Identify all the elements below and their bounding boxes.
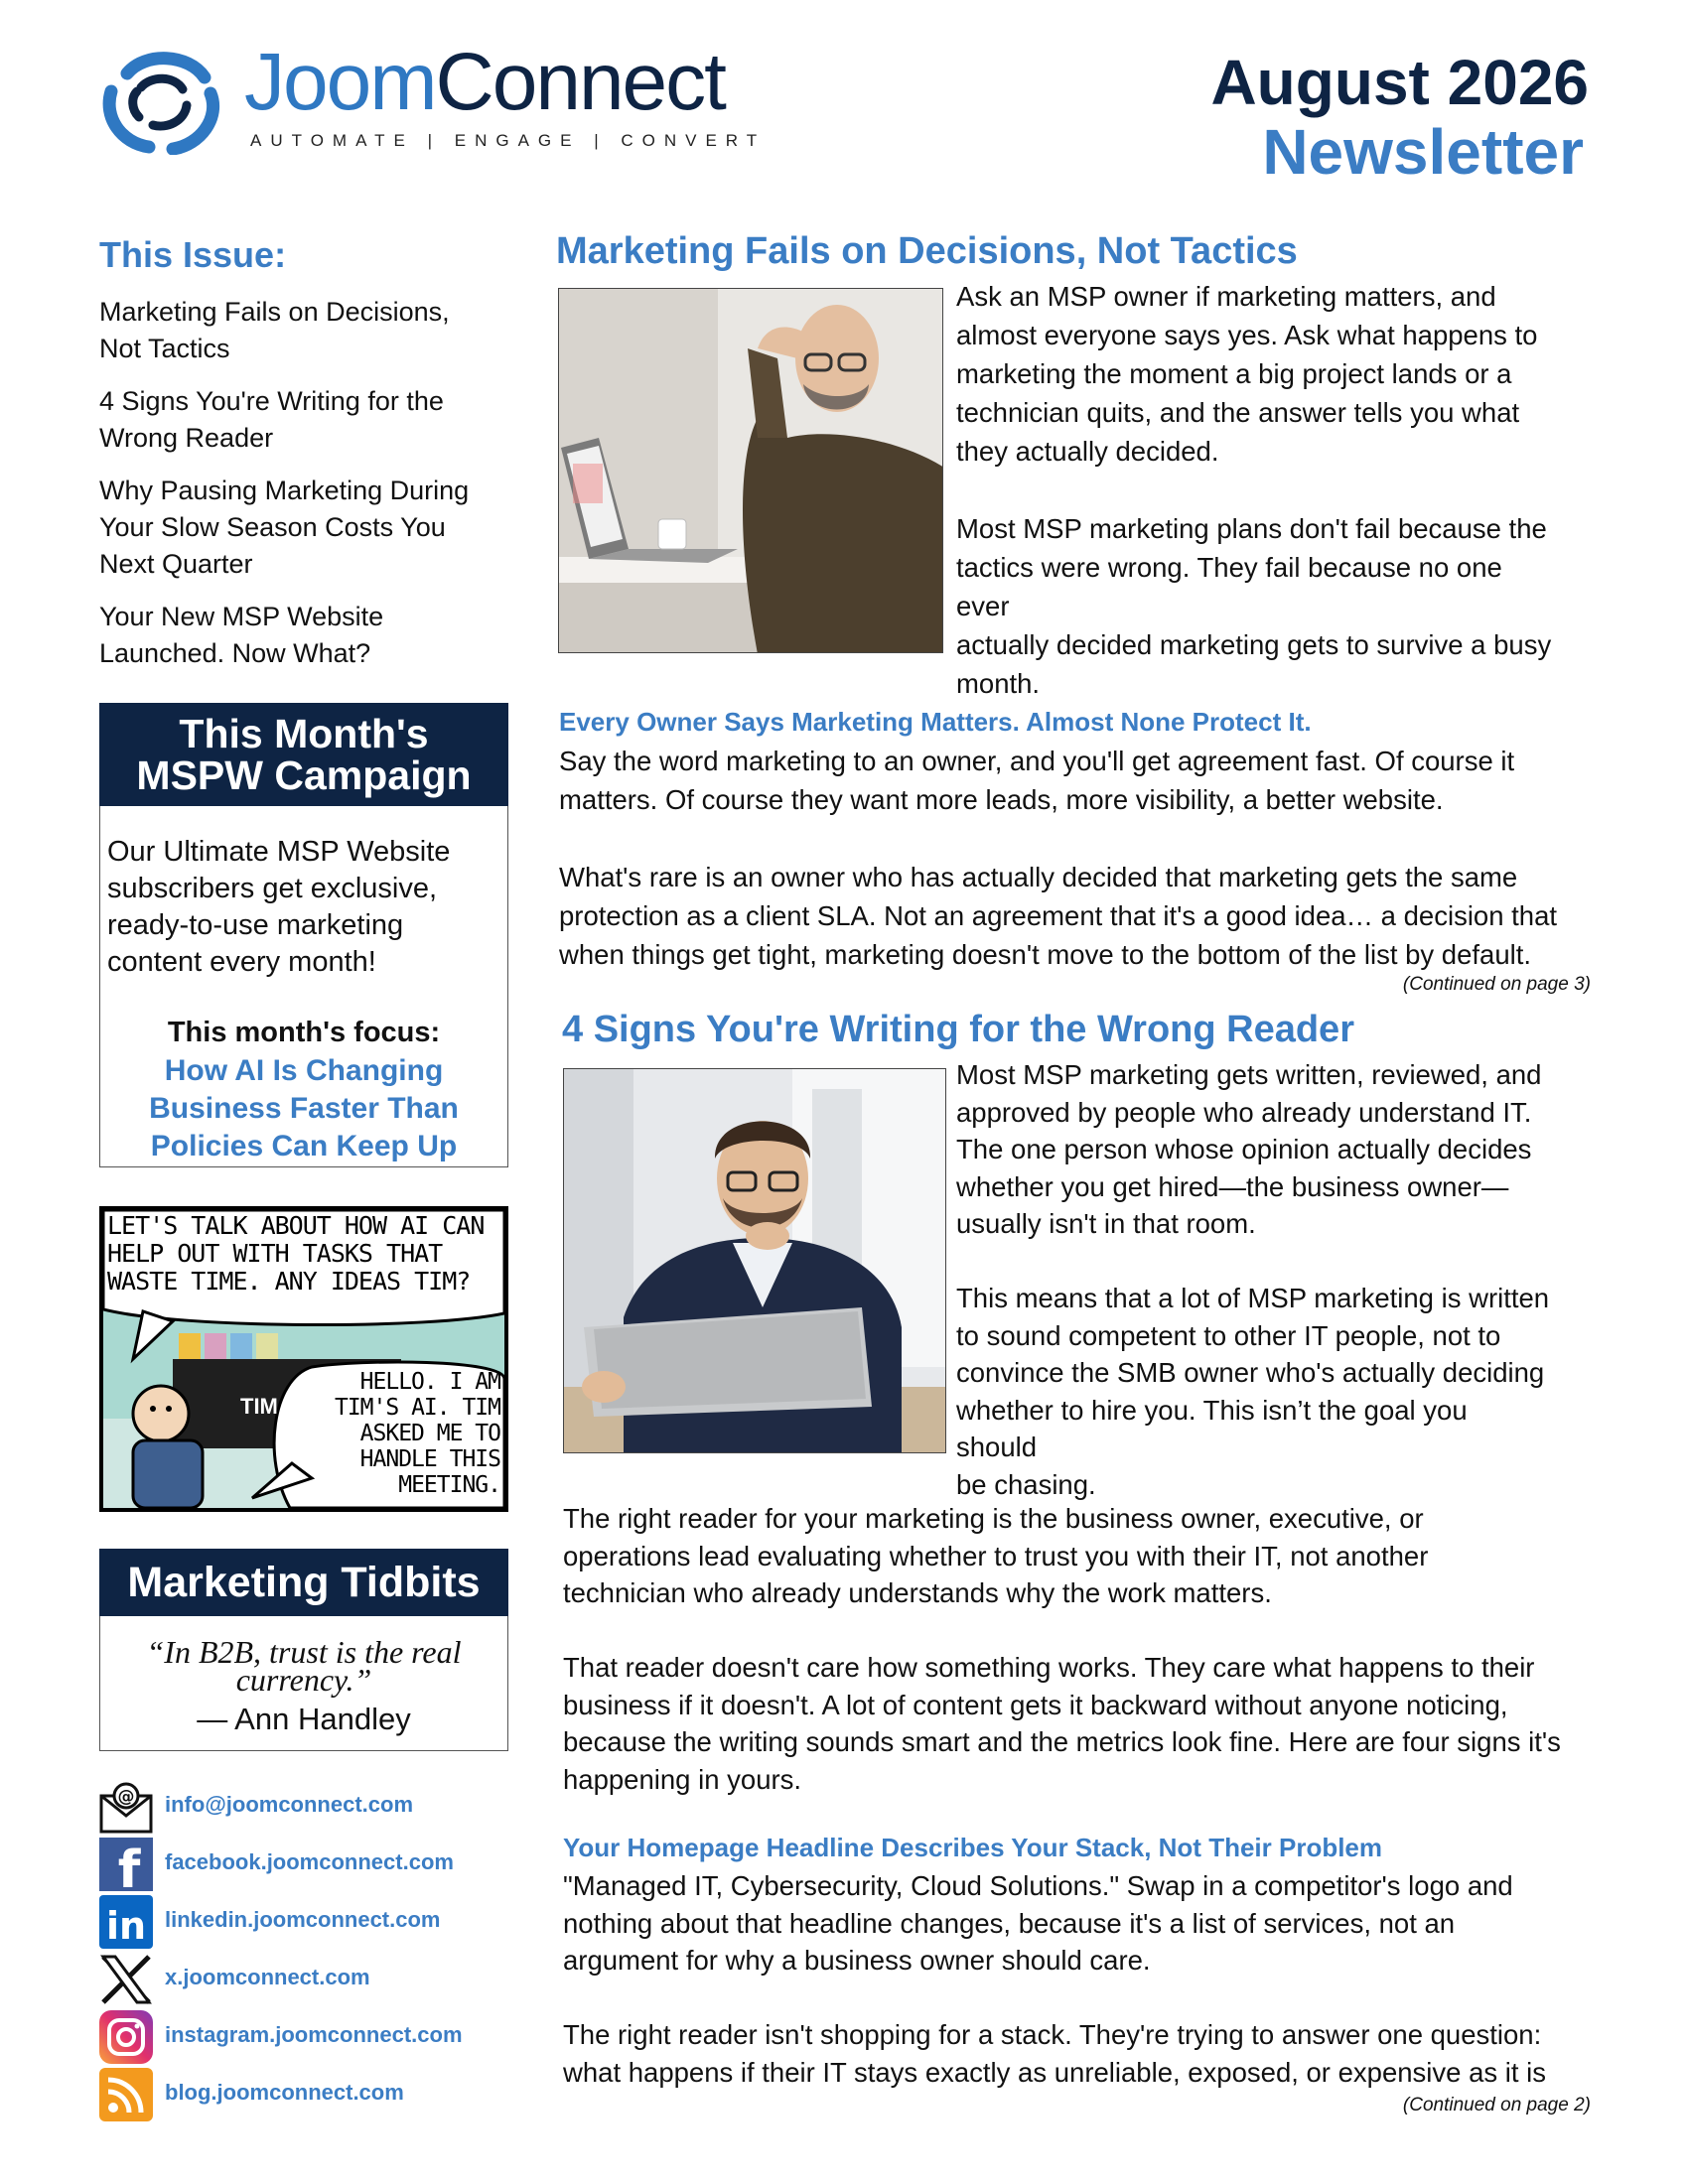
comic-screen-label: TIM (240, 1394, 278, 1419)
brand-name: JoomConnect (244, 37, 725, 127)
text-line: actually decided marketing gets to survive a busy (956, 629, 1552, 660)
contact-x-label[interactable]: x.joomconnect.com (165, 1965, 370, 1989)
x-icon (99, 1953, 153, 2006)
brand-logo-mark (97, 48, 224, 155)
campaign-heading-line1: This Month's (179, 711, 429, 756)
text-line: "Managed IT, Cybersecurity, Cloud Solutions." Swap in a competitor's logo and (563, 1870, 1513, 1901)
brand-tagline: AUTOMATE | ENGAGE | CONVERT (250, 131, 767, 150)
text-line: Ask an MSP owner if marketing matters, and (956, 281, 1496, 312)
text-line: when things get tight, marketing doesn't move to the bottom of the list by default. (559, 939, 1532, 970)
text-line: technician who already understands why the work matters. (563, 1577, 1272, 1608)
contact-email-label[interactable]: info@joomconnect.com (165, 1792, 414, 1817)
issue-date: August 2026 (1210, 47, 1589, 118)
contact-facebook-label[interactable]: facebook.joomconnect.com (165, 1849, 454, 1874)
text-line: operations lead evaluating whether to trust you with their IT, not another (563, 1540, 1429, 1571)
text-line: nothing about that headline changes, because it's a list of services, not an (563, 1907, 1456, 1939)
campaign-description: Our Ultimate MSP Website subscribers get exclusive, ready-to-use marketing content every month! (107, 836, 451, 978)
linkedin-icon (99, 1895, 153, 1949)
text-line: The one person whose opinion actually decides (956, 1134, 1532, 1164)
contact-blog[interactable] (99, 2068, 516, 2119)
tidbits-quote-author: — Ann Handley (197, 1702, 411, 1736)
toc-item[interactable]: Why Pausing Marketing During Your Slow Season Costs You Next Quarter (99, 476, 470, 579)
text-line: be chasing. (956, 1468, 1096, 1500)
article1-title: Marketing Fails on Decisions, Not Tactics (556, 230, 1298, 272)
comic-bubble-top: LET'S TALK ABOUT HOW AI CAN HELP OUT WITH TASKS THAT WASTE TIME. ANY IDEAS TIM? (107, 1211, 485, 1296)
instagram-icon (99, 2010, 153, 2064)
text-line: usually isn't in that room. (956, 1208, 1256, 1239)
text-line: what happens if their IT stays exactly as unreliable, exposed, or expensive as it is (563, 2056, 1547, 2088)
toc-list (99, 294, 516, 688)
contact-email[interactable] (99, 1780, 516, 1832)
campaign-focus-label: This month's focus: (167, 1017, 441, 1048)
text-line: Say the word marketing to an owner, and you'll get agreement fast. Of course it (559, 746, 1515, 776)
facebook-icon (99, 1838, 153, 1891)
rss-icon (99, 2068, 153, 2121)
text-line: whether you get hired—the business owner— (956, 1170, 1509, 1202)
text-line: The right reader isn't shopping for a stack. They're trying to answer one question: (563, 2019, 1542, 2050)
contact-instagram-label[interactable]: instagram.joomconnect.com (165, 2022, 463, 2047)
text-line: marketing the moment a big project lands or a (956, 358, 1512, 389)
text-line: approved by people who already understand IT. (956, 1096, 1532, 1128)
toc-title: This Issue: (99, 234, 287, 275)
contact-linkedin-label[interactable]: linkedin.joomconnect.com (165, 1907, 441, 1932)
text-line: Most MSP marketing plans don't fail because the (956, 513, 1547, 544)
article1-subheading: Every Owner Says Marketing Matters. Almost None Protect It. (559, 707, 1312, 737)
text-line: to sound competent to other IT people, not to (956, 1319, 1501, 1351)
article1-intro (956, 277, 1552, 703)
text-line: whether to hire you. This isn’t the goal you should (956, 1394, 1468, 1462)
article2-continued[interactable]: (Continued on page 2) (1402, 2095, 1591, 2116)
email-icon (99, 1780, 153, 1834)
article1-continued[interactable]: (Continued on page 3) (1402, 974, 1591, 995)
toc-item[interactable]: Marketing Fails on Decisions, Not Tactics (99, 297, 450, 363)
contact-facebook[interactable] (99, 1838, 516, 1889)
svg-text:@: @ (117, 1787, 135, 1807)
comic-bubble-bottom: HELLO. I AM TIM'S AI. TIM ASKED ME TO HANDLE THIS MEETING. (334, 1369, 500, 1498)
article2-title: 4 Signs You're Writing for the Wrong Reader (562, 1009, 1354, 1050)
campaign-focus-topic[interactable]: How AI Is Changing Business Faster Than Policies Can Keep Up (149, 1054, 459, 1162)
contact-x[interactable] (99, 1953, 516, 2004)
text-line: tactics were wrong. They fail because no one ever (956, 552, 1502, 621)
article2-body (563, 1500, 1606, 1798)
svg-text:f: f (117, 1841, 141, 1891)
text-line: This means that a lot of MSP marketing is written (956, 1283, 1550, 1313)
comic-strip (99, 1206, 508, 1512)
contact-blog-label[interactable]: blog.joomconnect.com (165, 2080, 404, 2105)
contact-linkedin[interactable] (99, 1895, 516, 1947)
text-line: almost everyone says yes. Ask what happens to (956, 320, 1538, 350)
text-line: Most MSP marketing gets written, reviewed, and (956, 1059, 1542, 1090)
svg-text:in: in (105, 1904, 147, 1948)
article2-photo (563, 1068, 946, 1453)
text-line: The right reader for your marketing is the business owner, executive, or (563, 1503, 1424, 1534)
text-line: because the writing sounds smart and the metrics look fine. Here are four signs it's (563, 1726, 1561, 1757)
campaign-heading-line2: MSPW Campaign (136, 752, 472, 798)
text-line: business if it doesn't. A lot of content gets it backward without anyone noticing, (563, 1689, 1508, 1720)
toc-item[interactable]: Your New MSP Website Launched. Now What? (99, 602, 384, 668)
tidbits-quote: “In B2B, trust is the real currency.” (146, 1634, 462, 1698)
text-line: technician quits, and the answer tells you what (956, 397, 1520, 428)
text-line: protection as a client SLA. Not an agreement that it's a good idea… a decision that (559, 900, 1558, 931)
text-line: That reader doesn't care how something works. They care what happens to their (563, 1652, 1535, 1683)
text-line: What's rare is an owner who has actually decided that marketing gets the same (559, 862, 1518, 892)
article1-body (559, 742, 1602, 974)
tidbits-heading: Marketing Tidbits (99, 1549, 508, 1616)
toc-item[interactable]: 4 Signs You're Writing for the Wrong Reader (99, 386, 444, 453)
text-line: happening in yours. (563, 1763, 802, 1795)
article2-subheading: Your Homepage Headline Describes Your Stack, Not Their Problem (563, 1833, 1383, 1862)
text-line: convince the SMB owner who's actually deciding (956, 1357, 1545, 1388)
text-line: matters. Of course they want more leads, more visibility, a better website. (559, 784, 1444, 815)
article1-photo (558, 288, 943, 653)
text-line: argument for why a business owner should care. (563, 1945, 1151, 1976)
campaign-heading (99, 703, 508, 806)
contact-instagram[interactable] (99, 2010, 516, 2062)
article2-intro (956, 1056, 1552, 1503)
article2-body-2 (563, 1867, 1606, 2091)
text-line: month. (956, 668, 1041, 699)
issue-name: Newsletter (1262, 116, 1584, 188)
text-line: they actually decided. (956, 436, 1219, 467)
